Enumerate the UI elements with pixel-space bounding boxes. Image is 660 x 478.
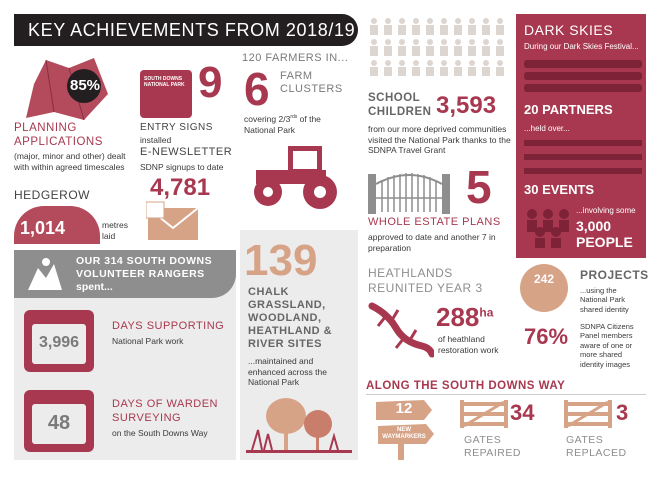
hedgerow-section bbox=[14, 188, 132, 244]
heathlands-label-1: HEATHLANDS bbox=[368, 266, 453, 280]
farmers-section bbox=[240, 52, 358, 222]
gates-replaced-label-2: REPLACED bbox=[566, 447, 627, 459]
entry-signs-number: 9 bbox=[198, 58, 223, 107]
rangers-heading-2: VOLUNTEER RANGERS bbox=[76, 268, 205, 280]
chalk-line-2: GRASSLAND, bbox=[248, 299, 326, 311]
rangers-heading-1: OUR 314 SOUTH DOWNS bbox=[76, 255, 213, 267]
chalk-line-4: HEATHLAND & bbox=[248, 325, 333, 337]
enewsletter-heading: E-NEWSLETTER bbox=[140, 146, 233, 158]
farmers-heading: 120 FARMERS IN... bbox=[242, 52, 349, 64]
days-supporting-label: DAYS SUPPORTING bbox=[112, 320, 225, 332]
projects-number: 242 bbox=[533, 272, 555, 286]
lizard-icon bbox=[366, 298, 434, 358]
chalk-desc: ...maintained and enhanced across the National Park bbox=[248, 356, 327, 388]
warden-label-1: DAYS OF WARDEN bbox=[112, 398, 219, 410]
partners-icons bbox=[524, 58, 642, 98]
farmers-label-1: FARM bbox=[280, 70, 313, 82]
chalk-line-5: RIVER SITES bbox=[248, 338, 322, 350]
farmers-desc-sup: rds bbox=[290, 114, 298, 121]
warden-label-2: SURVEYING bbox=[112, 412, 182, 424]
dark-skies-heading: DARK SKIES bbox=[524, 22, 614, 38]
chalk-line-3: WOODLAND, bbox=[248, 312, 322, 324]
gates-replaced-number: 3 bbox=[616, 400, 629, 425]
planning-heading: PLANNING APPLICATIONS bbox=[14, 122, 103, 148]
landscape-icon bbox=[246, 380, 352, 458]
waymarkers-label: NEW WAYMARKERS bbox=[382, 427, 426, 440]
children-icons bbox=[366, 16, 510, 76]
estate-desc: approved to date and another 7 in preparation bbox=[368, 232, 496, 253]
farmers-label-2: CLUSTERS bbox=[280, 83, 343, 95]
days-supporting-number: 3,996 bbox=[38, 334, 80, 351]
farmers-desc-end: of the National Park bbox=[244, 114, 321, 135]
dark-skies-partners: 20 PARTNERS bbox=[524, 102, 613, 117]
rangers-heading-3: spent... bbox=[76, 281, 113, 293]
projects-desc: ...using the National Park shared identity bbox=[580, 286, 629, 314]
events-icons bbox=[524, 138, 642, 178]
farmers-number: 6 bbox=[244, 63, 270, 115]
gate-repaired-icon bbox=[460, 400, 508, 428]
entry-signs-sub: installed bbox=[140, 135, 172, 145]
dark-skies-people: PEOPLE bbox=[576, 234, 633, 250]
gates-replaced-label-1: GATES bbox=[566, 434, 604, 446]
enewsletter-desc: SDNP signups to date bbox=[140, 162, 224, 172]
page-title: KEY ACHIEVEMENTS FROM 2018/19 bbox=[14, 14, 358, 46]
ranger-icon bbox=[24, 254, 64, 294]
heathlands-label-2: REUNITED YEAR 3 bbox=[368, 281, 483, 295]
projects-percent: 76% bbox=[524, 324, 569, 349]
envelope-icon bbox=[146, 198, 206, 242]
entry-signs-label: ENTRY SIGNS bbox=[140, 122, 213, 133]
dark-skies-people-number: 3,000 bbox=[576, 218, 612, 234]
warden-sub: on the South Downs Way bbox=[112, 428, 208, 438]
planning-section bbox=[14, 52, 132, 182]
dark-skies-intro: During our Dark Skies Festival... bbox=[524, 42, 639, 51]
planning-desc: (major, minor and other) dealt with within agreed timescales bbox=[14, 151, 126, 172]
gates-repaired-number: 34 bbox=[510, 400, 535, 425]
school-label-1: SCHOOL bbox=[368, 92, 421, 104]
heathlands-number bbox=[436, 302, 493, 333]
chalk-line-1: CHALK bbox=[248, 286, 289, 298]
entry-signs-section bbox=[140, 52, 232, 145]
heathlands-number-value: 288 bbox=[436, 302, 480, 332]
hedgerow-unit: metres laid bbox=[102, 220, 128, 241]
people-icon bbox=[524, 206, 572, 248]
hedgerow-heading: HEDGEROW bbox=[14, 188, 90, 202]
chalk-number: 139 bbox=[244, 236, 318, 285]
estate-number: 5 bbox=[466, 161, 492, 213]
tractor-icon bbox=[246, 140, 346, 212]
gates-repaired-label-1: GATES bbox=[464, 434, 502, 446]
dark-skies-involving: ...involving some bbox=[576, 206, 636, 215]
heathlands-unit: ha bbox=[479, 305, 494, 320]
enewsletter-number: 4,781 bbox=[150, 174, 211, 201]
estate-label: WHOLE ESTATE PLANS bbox=[368, 216, 501, 228]
sdw-heading: ALONG THE SOUTH DOWNS WAY bbox=[366, 380, 566, 392]
days-supporting-sub: National Park work bbox=[112, 336, 184, 346]
farmers-desc-main: covering 2/3 bbox=[244, 114, 291, 124]
projects-heading: PROJECTS bbox=[580, 268, 649, 282]
waymarkers-number: 12 bbox=[395, 400, 413, 417]
hedgerow-number: 1,014 bbox=[20, 218, 66, 238]
dark-skies-held: ...held over... bbox=[524, 124, 570, 133]
school-desc: from our more deprived communities visited the National Park thanks to the SDNPA Travel Grant bbox=[368, 124, 511, 156]
gate-replaced-icon bbox=[564, 400, 612, 428]
sign-text: SOUTH DOWNS NATIONAL PARK bbox=[144, 76, 185, 88]
enewsletter-section bbox=[140, 146, 234, 244]
farmers-desc bbox=[244, 114, 354, 135]
school-label-2: CHILDREN bbox=[368, 106, 432, 118]
gate-icon bbox=[366, 164, 452, 214]
gates-repaired-label-2: REPAIRED bbox=[464, 447, 521, 459]
school-number: 3,593 bbox=[436, 92, 497, 119]
planning-percent: 85% bbox=[69, 77, 101, 94]
warden-number: 48 bbox=[47, 412, 71, 434]
heathlands-desc: of heathland restoration work bbox=[438, 334, 499, 355]
projects-percent-desc: SDNPA Citizens Panel members aware of one or more shared identity images bbox=[580, 322, 634, 369]
sdw-divider bbox=[366, 394, 646, 395]
dark-skies-events: 30 EVENTS bbox=[524, 182, 595, 197]
